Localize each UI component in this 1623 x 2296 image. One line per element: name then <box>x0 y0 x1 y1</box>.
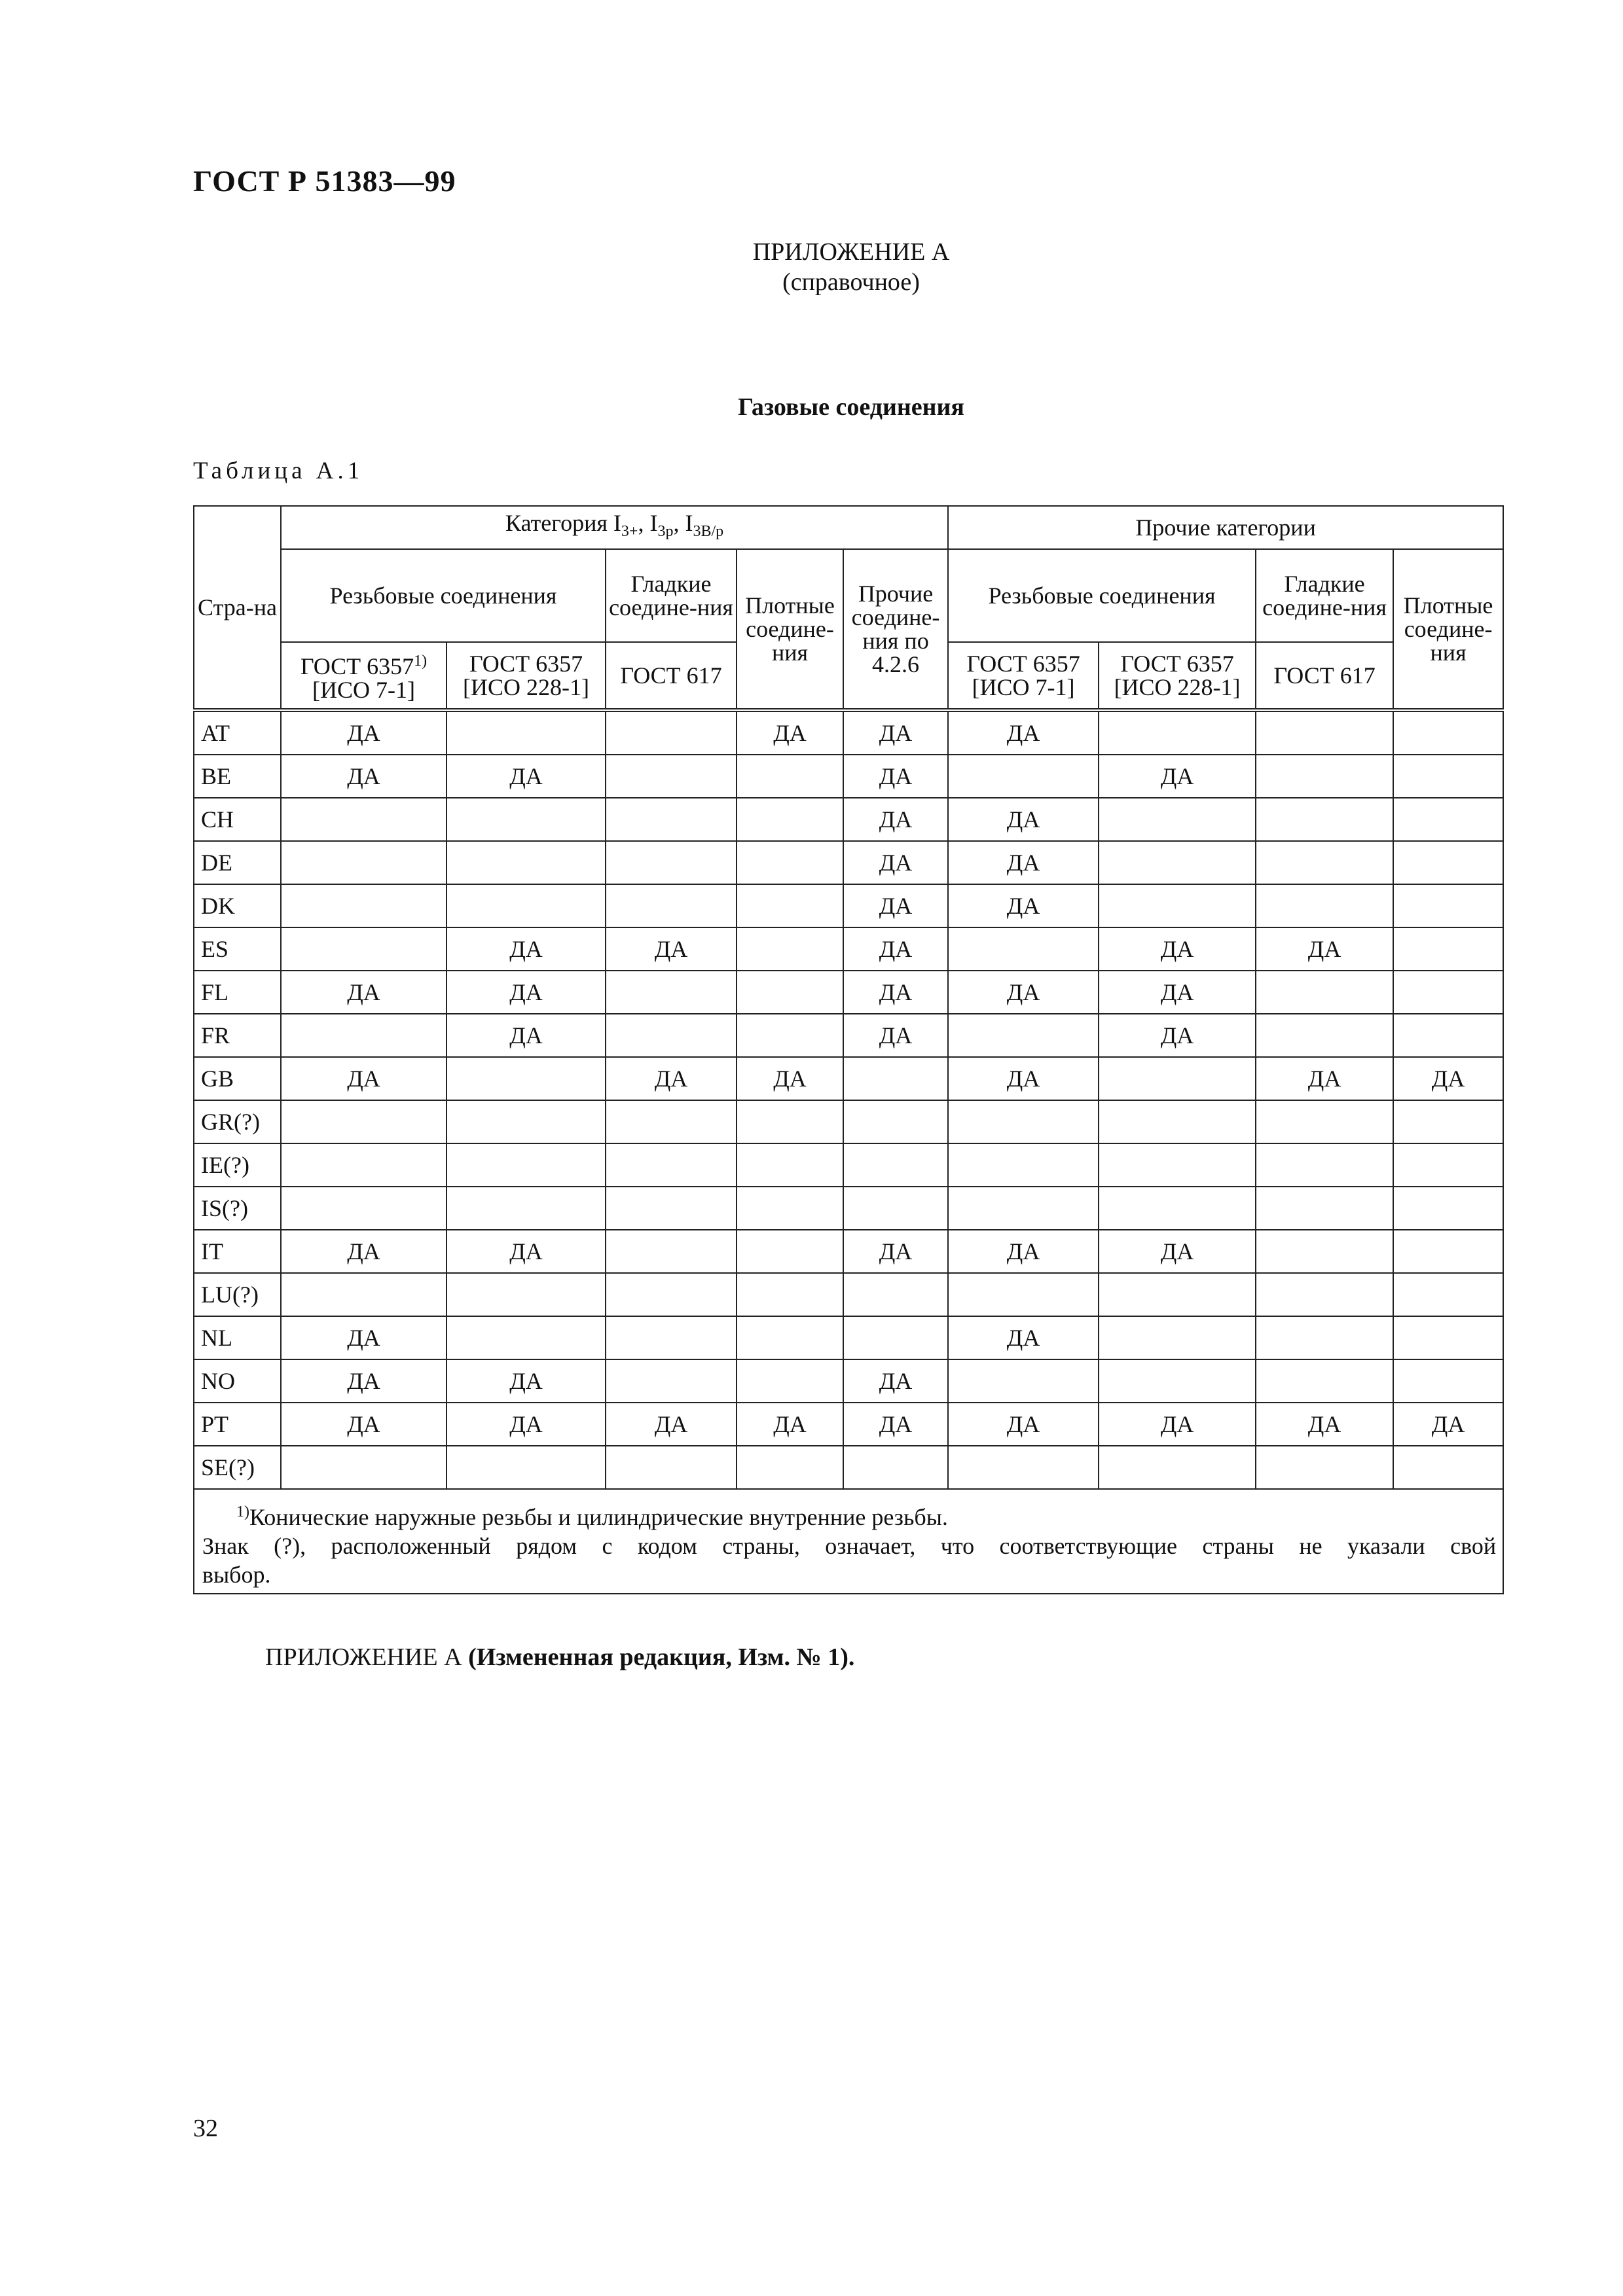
table-cell <box>1256 1143 1393 1187</box>
header-tight: Плотные соедине-ния <box>737 549 843 710</box>
table-row <box>194 1359 1503 1403</box>
table-row <box>194 1187 1503 1230</box>
header-tight-2: Плотные соедине-ния <box>1393 549 1503 710</box>
table-cell <box>1099 1143 1256 1187</box>
table-cell <box>843 1100 948 1143</box>
table-cell <box>948 1187 1099 1230</box>
table-cell <box>1393 1187 1503 1230</box>
table-cell <box>606 755 737 798</box>
header-gost617-2: ГОСТ 617 <box>1256 642 1393 710</box>
header-threaded: Резьбовые соединения <box>281 549 606 642</box>
appendix-subtitle: (справочное) <box>782 268 920 296</box>
table-cell <box>1393 1359 1503 1403</box>
table-cell: ДА <box>948 884 1099 927</box>
country-code: SE(?) <box>194 1446 281 1489</box>
table-cell <box>447 1100 606 1143</box>
table-cell <box>948 755 1099 798</box>
table-cell <box>606 971 737 1014</box>
table-cell <box>737 927 843 971</box>
table-cell <box>1099 1359 1256 1403</box>
header-gost6357-iso228: ГОСТ 6357 [ИСО 228-1] <box>447 642 606 710</box>
header-threaded-2: Резьбовые соединения <box>948 549 1256 642</box>
table-cell: ДА <box>948 1057 1099 1100</box>
table-cell <box>281 1446 447 1489</box>
header-category-i3: Категория $I_{3+}$, $I_{3р}$, $I_{3B/p}$ <box>281 506 948 549</box>
table-cell <box>447 841 606 884</box>
table-cell: ДА <box>843 1359 948 1403</box>
table-cell <box>737 755 843 798</box>
table-cell <box>1256 798 1393 841</box>
table-cell <box>737 798 843 841</box>
table-cell: ДА <box>948 841 1099 884</box>
table-row <box>194 927 1503 971</box>
table-cell: ДА <box>281 971 447 1014</box>
table-cell <box>948 1014 1099 1057</box>
table-cell <box>1393 710 1503 755</box>
table-cell <box>281 1100 447 1143</box>
table-row <box>194 971 1503 1014</box>
table-cell <box>1393 971 1503 1014</box>
table-cell <box>737 1316 843 1359</box>
table-cell <box>948 1143 1099 1187</box>
table-cell <box>1256 1187 1393 1230</box>
amendment-note: ПРИЛОЖЕНИЕ А (Измененная редакция, Изм. № 1). <box>265 1643 855 1671</box>
table-cell: ДА <box>843 1230 948 1273</box>
table-cell <box>1393 798 1503 841</box>
table-cell <box>1099 798 1256 841</box>
table-cell <box>1256 755 1393 798</box>
table-cell <box>447 1143 606 1187</box>
table-cell: ДА <box>948 1230 1099 1273</box>
table-cell <box>843 1446 948 1489</box>
table-cell: ДА <box>843 927 948 971</box>
gas-connections-table <box>193 505 1504 1594</box>
table-caption: Таблица А.1 <box>193 457 364 484</box>
table-cell <box>1099 1446 1256 1489</box>
table-cell <box>606 1100 737 1143</box>
table-cell <box>1099 884 1256 927</box>
table-cell <box>843 1316 948 1359</box>
table-cell <box>1256 971 1393 1014</box>
table-cell <box>447 1446 606 1489</box>
page-number: 32 <box>193 2115 218 2142</box>
appendix-title: ПРИЛОЖЕНИЕ А <box>752 238 950 266</box>
table-cell <box>1393 1446 1503 1489</box>
table-cell <box>1099 1316 1256 1359</box>
table-cell <box>737 1143 843 1187</box>
table-row <box>194 710 1503 755</box>
table-cell: ДА <box>281 1316 447 1359</box>
country-code: CH <box>194 798 281 841</box>
table-cell: ДА <box>843 710 948 755</box>
country-code: IS(?) <box>194 1187 281 1230</box>
table-cell <box>737 1359 843 1403</box>
country-code: IE(?) <box>194 1143 281 1187</box>
table-cell <box>447 884 606 927</box>
table-cell <box>1099 1273 1256 1316</box>
country-code: AT <box>194 710 281 755</box>
table-cell <box>1256 1273 1393 1316</box>
table-cell <box>1393 1273 1503 1316</box>
table-cell <box>606 1446 737 1489</box>
table-cell: ДА <box>843 841 948 884</box>
table-cell <box>1099 1057 1256 1100</box>
country-code: IT <box>194 1230 281 1273</box>
country-code: DE <box>194 841 281 884</box>
table-row <box>194 1446 1503 1489</box>
table-cell: ДА <box>843 1403 948 1446</box>
table-row <box>194 1143 1503 1187</box>
table-cell <box>447 1316 606 1359</box>
table-row <box>194 1014 1503 1057</box>
table-cell: ДА <box>843 1014 948 1057</box>
table-cell: ДА <box>948 710 1099 755</box>
table-cell: ДА <box>737 1057 843 1100</box>
table-cell <box>281 1014 447 1057</box>
table-cell: ДА <box>843 884 948 927</box>
header-other-conn: Прочие соедине-ния по 4.2.6 <box>843 549 948 710</box>
table-cell <box>1099 841 1256 884</box>
table-cell <box>281 1187 447 1230</box>
table-row <box>194 1057 1503 1100</box>
table-cell <box>737 1100 843 1143</box>
country-code: BE <box>194 755 281 798</box>
table-cell <box>1256 1014 1393 1057</box>
table-cell: ДА <box>948 798 1099 841</box>
table-cell <box>606 1187 737 1230</box>
table-cell: ДА <box>843 798 948 841</box>
table-cell <box>447 1273 606 1316</box>
table-cell <box>606 1230 737 1273</box>
table-cell: ДА <box>1256 927 1393 971</box>
table-cell: ДА <box>1099 1014 1256 1057</box>
table-cell <box>1256 884 1393 927</box>
table-cell <box>1256 1100 1393 1143</box>
table-cell: ДА <box>606 927 737 971</box>
table-cell: ДА <box>948 1316 1099 1359</box>
table-cell <box>737 1230 843 1273</box>
table-cell <box>606 1143 737 1187</box>
header-gost6357-iso7: ГОСТ 6357$^{1)}$ [ИСО 7-1] <box>281 642 447 710</box>
table-cell <box>737 1446 843 1489</box>
table-cell: ДА <box>948 971 1099 1014</box>
table-cell: ДА <box>447 1230 606 1273</box>
table-footnote-row <box>194 1489 1503 1594</box>
table-row <box>194 1100 1503 1143</box>
country-code: DK <box>194 884 281 927</box>
table-cell <box>1393 1100 1503 1143</box>
table-cell <box>447 798 606 841</box>
country-code: FR <box>194 1014 281 1057</box>
table-cell: ДА <box>447 1014 606 1057</box>
header-other-categories: Прочие категории <box>948 506 1503 549</box>
table-cell <box>1099 710 1256 755</box>
table-cell <box>606 798 737 841</box>
header-gost6357-iso7-2: ГОСТ 6357 [ИСО 7-1] <box>948 642 1099 710</box>
table-cell <box>1393 841 1503 884</box>
table-cell <box>843 1057 948 1100</box>
country-code: FL <box>194 971 281 1014</box>
table-cell <box>1099 1187 1256 1230</box>
table-cell: ДА <box>447 1359 606 1403</box>
table-footnote: $^{1)}$Конические наружные резьбы и цилиндрические внутренние резьбы. Знак (?), расположенный рядом с кодом страны, означает, что соответствующие страны не указали свой выбор. <box>194 1489 1503 1594</box>
table-cell: ДА <box>447 927 606 971</box>
table-cell <box>737 971 843 1014</box>
section-title: Газовые соединения <box>738 393 964 421</box>
table-row <box>194 841 1503 884</box>
table-cell <box>447 1187 606 1230</box>
table-cell <box>737 884 843 927</box>
table-row <box>194 1316 1503 1359</box>
table-cell <box>1256 1230 1393 1273</box>
table-cell: ДА <box>737 1403 843 1446</box>
table-cell <box>606 841 737 884</box>
table-cell: ДА <box>281 755 447 798</box>
table-cell: ДА <box>1099 927 1256 971</box>
table-cell: ДА <box>1099 1403 1256 1446</box>
header-smooth-2: Гладкие соедине-ния <box>1256 549 1393 642</box>
country-code: LU(?) <box>194 1273 281 1316</box>
table-cell <box>843 1273 948 1316</box>
table-cell <box>606 884 737 927</box>
table-row <box>194 798 1503 841</box>
table-cell <box>1393 1143 1503 1187</box>
country-code: ES <box>194 927 281 971</box>
table-cell: ДА <box>281 710 447 755</box>
table-row <box>194 1403 1503 1446</box>
table-cell <box>606 1273 737 1316</box>
country-code: GR(?) <box>194 1100 281 1143</box>
table-cell <box>281 1273 447 1316</box>
table-cell: ДА <box>281 1403 447 1446</box>
table-cell <box>1256 1359 1393 1403</box>
table-cell: ДА <box>1099 1230 1256 1273</box>
table-cell <box>948 1359 1099 1403</box>
table-cell <box>1256 710 1393 755</box>
table-cell: ДА <box>447 1403 606 1446</box>
table-row <box>194 884 1503 927</box>
appendix-heading <box>655 237 1048 297</box>
table-cell <box>281 798 447 841</box>
table-row <box>194 755 1503 798</box>
header-smooth: Гладкие соедине-ния <box>606 549 737 642</box>
table-cell: ДА <box>447 755 606 798</box>
header-country: Стра-на <box>194 506 281 710</box>
table-row <box>194 1230 1503 1273</box>
table-cell <box>843 1143 948 1187</box>
table-cell: ДА <box>447 971 606 1014</box>
table-cell <box>281 927 447 971</box>
country-code: NO <box>194 1359 281 1403</box>
table-cell <box>843 1187 948 1230</box>
table-row <box>194 1273 1503 1316</box>
table-cell <box>1393 1014 1503 1057</box>
table-cell <box>1393 884 1503 927</box>
table-cell <box>606 1316 737 1359</box>
table-cell <box>606 710 737 755</box>
table-cell <box>737 1014 843 1057</box>
table-cell: ДА <box>281 1359 447 1403</box>
table-cell <box>1393 755 1503 798</box>
table-cell: ДА <box>737 710 843 755</box>
table-cell <box>281 841 447 884</box>
table-cell <box>1393 1230 1503 1273</box>
table-cell <box>948 1446 1099 1489</box>
table-cell: ДА <box>1256 1403 1393 1446</box>
document-code: ГОСТ Р 51383—99 <box>193 164 456 198</box>
table-cell <box>1393 927 1503 971</box>
table-cell: ДА <box>948 1403 1099 1446</box>
table-cell: ДА <box>1393 1403 1503 1446</box>
table-cell: ДА <box>1099 971 1256 1014</box>
table-cell: ДА <box>1393 1057 1503 1100</box>
country-code: NL <box>194 1316 281 1359</box>
table-cell: ДА <box>843 755 948 798</box>
table-cell: ДА <box>606 1403 737 1446</box>
table-cell <box>1256 1316 1393 1359</box>
table-cell <box>281 884 447 927</box>
table-cell <box>948 927 1099 971</box>
table-cell: ДА <box>606 1057 737 1100</box>
table-cell <box>447 1057 606 1100</box>
country-code: GB <box>194 1057 281 1100</box>
table-cell <box>1393 1316 1503 1359</box>
table-cell <box>1099 1100 1256 1143</box>
table-cell <box>948 1273 1099 1316</box>
table-cell <box>281 1143 447 1187</box>
country-code: PT <box>194 1403 281 1446</box>
table-cell <box>737 841 843 884</box>
table-cell: ДА <box>281 1230 447 1273</box>
table-cell: ДА <box>281 1057 447 1100</box>
table-cell <box>606 1359 737 1403</box>
table-cell: ДА <box>843 971 948 1014</box>
table-cell <box>737 1273 843 1316</box>
table-cell <box>948 1100 1099 1143</box>
header-gost617: ГОСТ 617 <box>606 642 737 710</box>
table-cell <box>737 1187 843 1230</box>
table-cell: ДА <box>1099 755 1256 798</box>
table-cell: ДА <box>1256 1057 1393 1100</box>
table-cell <box>447 710 606 755</box>
header-gost6357-iso228-2: ГОСТ 6357 [ИСО 228-1] <box>1099 642 1256 710</box>
table-cell <box>1256 841 1393 884</box>
table-cell <box>1256 1446 1393 1489</box>
table-cell <box>606 1014 737 1057</box>
